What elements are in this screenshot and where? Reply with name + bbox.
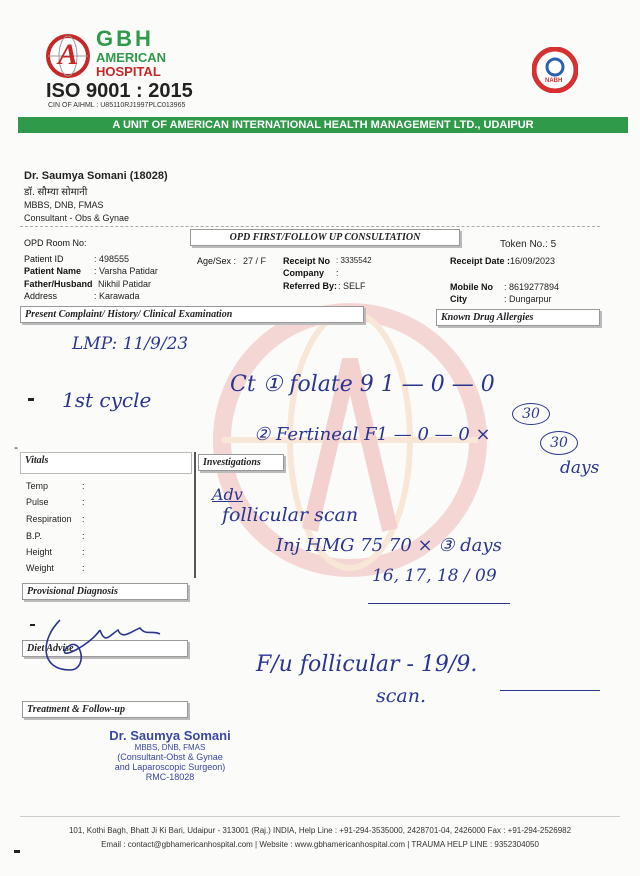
banner: A UNIT OF AMERICAN INTERNATIONAL HEALTH MANAGEMENT LTD., UDAIPUR [18,117,628,133]
vitals-header: Vitals [25,455,49,466]
doctor-name: Dr. Saumya Somani (18028) [24,170,168,182]
doctor-degrees: MBBS, DNB, FMAS [24,200,104,210]
iso-label: ISO 9001 : 2015 [46,80,193,102]
diagnosis-header: Provisional Diagnosis [22,583,188,600]
doctor-name-hindi: डॉ. सौम्या सोमानी [24,187,88,198]
diet-header: Diet Advise [22,640,188,657]
cin-number: CIN OF AIHML : U85110RJ1997PLC013965 [48,102,186,109]
vital-colon: : [82,547,85,557]
agesex-label: Age/Sex : [197,256,237,266]
hw-cycle: 1st cycle [62,388,152,412]
nabh-text: NABH [545,78,563,84]
address-label: Address [24,291,58,301]
left-margin-mark: - [14,440,18,454]
hospital-logo-icon [46,34,90,78]
hw-dates: 16, 17, 18 / 09 [372,566,497,586]
vital-bp: B.P. [26,531,42,541]
stamp-line-4: and Laparoscopic Surgeon) [114,762,226,772]
hw-adv: Adv [212,485,243,504]
referred-label: Referred By: [283,281,338,291]
consultation-title: OPD FIRST/FOLLOW UP CONSULTATION [190,229,460,246]
city-label: City [450,294,468,304]
vital-colon: : [82,481,85,491]
token [500,239,556,250]
father-label: Father/Husband [24,279,93,289]
signature-scribble [30,600,170,690]
token-label: Token No.: [500,239,548,250]
mobile-label: Mobile No [450,282,493,292]
mobile-value: : 8619277894 [504,282,560,292]
hw-rx2: ② Fertineal F1 — 0 — 0 × [254,424,491,445]
hw-rx1-days: 30 [512,403,550,425]
footer-address: 101, Kothi Bagh, Bhatt Ji Ki Bari, Udaipur - 313001 (Raj.) INDIA, Help Line : +91-294-3535000, 2428701-04, 2426000 Fax : +91-294-2526982 [68,826,572,835]
hw-followup: F/u follicular - 19/9. [256,652,478,677]
brand-hospital: HOSPITAL [96,64,161,79]
complaint-header: Present Complaint/ History/ Clinical Examination [20,306,364,323]
hw-inj: Inj HMG 75 70 × ③ days [276,535,502,556]
city-value: : Dungarpur [504,294,552,304]
hw-days: days [560,458,600,478]
receipt-date-value: 16/09/2023 [510,256,556,266]
receipt-label: Receipt No [283,256,331,266]
company-label: Company [283,268,325,278]
vital-colon: : [82,514,85,524]
token-value: 5 [550,239,557,250]
patient-id-label: Patient ID [24,254,64,264]
brand-gbh: GBH [96,26,154,51]
bullet-mark [28,398,34,401]
vital-respiration: Respiration [26,514,72,524]
hw-rx2-days: 30 [540,431,578,455]
vital-height: Height [26,547,53,557]
hw-followup-scan: scan. [376,685,426,707]
hw-rx1: Ct ① folate 9 1 — 0 — 0 [230,372,495,397]
vital-weight: Weight [26,563,54,573]
vital-colon: : [82,497,85,507]
stamp-line-5: RMC-18028 [145,772,195,782]
footer-divider [20,816,620,817]
agesex-value: 27 / F [243,256,267,266]
vital-pulse: Pulse [26,497,49,507]
hw-lmp: LMP: 11/9/23 [72,334,189,354]
vital-colon: : [82,563,85,573]
father-value: Nikhil Patidar [98,279,152,289]
opd-room-label: OPD Room No: [24,238,87,248]
treatment-header: Treatment & Follow-up [22,701,188,718]
column-divider [194,452,196,578]
stamp-line-2: MBBS, DNB, FMAS [134,743,206,752]
investigations-header: Investigations [198,454,284,471]
stamp-line-1: Dr. Saumya Somani [109,728,231,743]
nabh-badge [532,47,578,93]
vital-temp: Temp [26,481,49,491]
underline-mark [368,603,510,604]
corner-mark [14,850,20,853]
patient-name-label: Patient Name [24,266,82,276]
underline-mark [500,690,600,691]
stamp-line-3: (Consultant-Obst & Gynae [117,752,223,762]
brand-american: AMERICAN [96,50,167,65]
hw-scan: follicular scan [222,504,359,526]
logo-letter: A [58,38,79,71]
divider [20,226,600,227]
patient-name-value: : Varsha Patidar [94,266,158,276]
doctor-stamp [92,728,248,782]
referred-value: : SELF [338,281,366,291]
address-value: : Karawada [94,291,140,301]
receipt-value: : 3335542 [336,256,372,265]
receipt-date-label: Receipt Date : [450,256,511,266]
allergies-header: Known Drug Allergies [436,309,600,326]
doctor-role: Consultant - Obs & Gynae [24,213,130,223]
footer-contact: Email : contact@gbhamericanhospital.com | Website : www.gbhamericanhospital.com | TRAUMA HELP LINE : 9352304050 [101,840,539,849]
company-value: : [336,268,339,278]
patient-id-value: : 498555 [94,254,130,264]
vital-colon: : [82,531,85,541]
